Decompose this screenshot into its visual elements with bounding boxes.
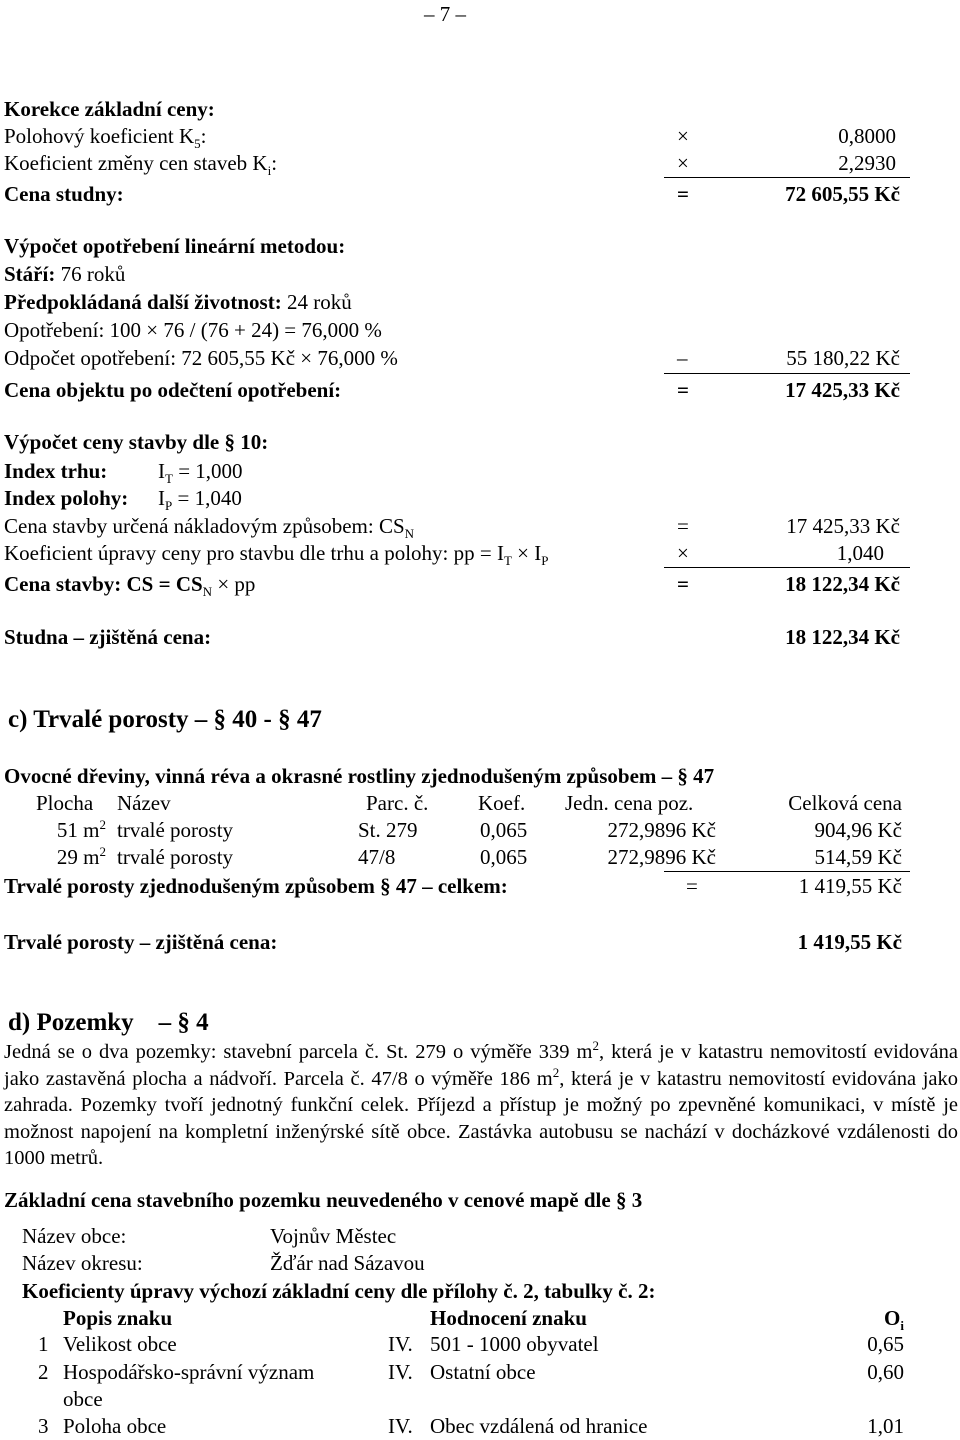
porosty-total-label: Trvalé porosty zjednodušeným způsobem § 47 – celkem: <box>4 874 508 898</box>
zakladni-cena-title: Základní cena stavebního pozemku neuvedeného v cenové mapě dle § 3 <box>4 1188 643 1212</box>
tr3-hodnoceni: Obec vzdálená od hranice <box>430 1414 648 1438</box>
stari: Stáří: 76 roků <box>4 262 126 286</box>
row2-plocha: 29 $m^2$ <box>56 844 106 869</box>
tr2-popis-cont: obce <box>63 1387 103 1411</box>
okres-value: Žďár nad Sázavou <box>270 1251 425 1275</box>
col-nazev: Název <box>117 791 171 815</box>
row2-nazev: trvalé porosty <box>117 845 234 869</box>
cena-po-odecteni-label: Cena objektu po odečtení opotřebení: <box>4 378 342 402</box>
divider <box>664 373 910 374</box>
porosty-total-op: = <box>686 874 698 898</box>
opotrebeni-calc: Opotřebení: 100 × 76 / (76 + 24) = 76,000 % <box>4 318 382 342</box>
studna-value: 18 122,34 Kč <box>785 625 900 649</box>
row1-nazev: trvalé porosty <box>117 818 234 842</box>
tr3-value: 1,01 <box>867 1414 904 1438</box>
divider <box>664 871 910 872</box>
row2-parc: 47/8 <box>358 845 396 869</box>
tr3-num: 3 <box>38 1414 49 1438</box>
okres-label: Název okresu: <box>22 1251 143 1275</box>
k5-value: 0,8000 <box>838 124 896 148</box>
koef-upravy-value: 1,040 <box>836 541 884 565</box>
row1-jedn: 272,9896 Kč <box>607 818 716 842</box>
csn-op: = <box>677 514 689 538</box>
cs-value: 18 122,34 Kč <box>785 572 900 596</box>
porosty-subheading: Ovocné dřeviny, vinná réva a okrasné rostliny zjednodušeným způsobem – § 47 <box>4 764 715 788</box>
index-polohy-value: $I_P = 1,040$ <box>158 486 242 514</box>
col-plocha: Plocha <box>36 791 94 815</box>
tr2-popis: Hospodářsko-správní význam <box>63 1360 315 1384</box>
korekce-title: Korekce základní ceny: <box>4 97 215 121</box>
th-hodnoceni: Hodnocení znaku <box>430 1306 587 1330</box>
row2-jedn: 272,9896 Kč <box>607 845 716 869</box>
index-polohy-label: Index polohy: <box>4 486 129 510</box>
index-trhu-value: $I_T = 1,000$ <box>158 459 243 487</box>
studna-label: Studna – zjištěná cena: <box>4 625 212 649</box>
cena-studny-label: Cena studny: <box>4 182 124 206</box>
k5-op: × <box>677 124 689 148</box>
csn-label: Cena stavby určená nákladovým způsobem: $CS_N$ <box>4 514 415 542</box>
row2-celkova: 514,59 Kč <box>814 845 902 869</box>
col-koef: Koef. <box>478 791 526 815</box>
cena-studny-op: = <box>677 182 689 206</box>
pozemky-heading: d) Pozemky – § 4 <box>8 1009 209 1036</box>
tr1-value: 0,65 <box>867 1332 904 1356</box>
tr1-popis: Velikost obce <box>63 1332 177 1356</box>
row1-parc: St. 279 <box>358 818 418 842</box>
ki-op: × <box>677 151 689 175</box>
row1-celkova: 904,96 Kč <box>814 818 902 842</box>
csn-value: 17 425,33 Kč <box>786 514 900 538</box>
tr1-roman: IV. <box>388 1332 413 1356</box>
row2-koef: 0,065 <box>480 845 528 869</box>
tr2-roman: IV. <box>388 1360 413 1384</box>
odpocet-value: 55 180,22 Kč <box>786 346 900 370</box>
tr2-num: 2 <box>38 1360 49 1384</box>
porosty-zjistena-label: Trvalé porosty – zjištěná cena: <box>4 930 278 954</box>
cs-op: = <box>677 572 689 596</box>
koef-upravy-op: × <box>677 541 689 565</box>
divider <box>664 567 910 568</box>
cena-po-odecteni-op: = <box>677 378 689 402</box>
koeficienty-title: Koeficienty úpravy výchozí základní ceny dle přílohy č. 2, tabulky č. 2: <box>22 1279 656 1303</box>
row1-koef: 0,065 <box>480 818 528 842</box>
index-trhu-label: Index trhu: <box>4 459 108 483</box>
col-parc: Parc. č. <box>366 791 429 815</box>
porosty-heading: c) Trvalé porosty – § 40 - § 47 <box>8 706 322 733</box>
porosty-total-value: 1 419,55 Kč <box>798 874 902 898</box>
page-number: – 7 – <box>424 2 466 26</box>
col-celkova: Celková cena <box>788 791 902 815</box>
cena-po-odecteni-value: 17 425,33 Kč <box>785 378 900 402</box>
row1-plocha: 51 $m^2$ <box>56 817 106 842</box>
th-popis: Popis znaku <box>63 1306 173 1330</box>
pozemky-paragraph: Jedná se o dva pozemky: stavební parcela č. St. 279 o výměře 339 $m^2$, která je v katastru nemovitostí evidována jako zastavěná plocha a nádvoří. Parcela č. 47/8 o výměře 186 $m^2$, která je v katastru nemovitostí evidována jako zahrada. Pozemky tvoří jednotný funkční celek. Příjezd a přístup je možný po zpevněné komunikaci, v místě je možnost napojení na kompletní inženýrské sítě obce. Zastávka autobusu se nachází v docházkové vzdálenosti do 1000 metrů. <box>4 1038 959 1169</box>
obec-value: Vojnův Městec <box>270 1224 397 1248</box>
divider <box>664 177 910 178</box>
cena-studny-value: 72 605,55 Kč <box>785 182 900 206</box>
tr2-hodnoceni: Ostatní obce <box>430 1360 536 1384</box>
zivotnost: Předpokládaná další životnost: 24 roků <box>4 290 352 314</box>
ki-value: 2,2930 <box>838 151 896 175</box>
odpocet-op: – <box>677 346 688 370</box>
cs-label: Cena stavby: CS = $CS_N$ × pp <box>4 572 256 600</box>
koef-upravy-label: Koeficient úpravy ceny pro stavbu dle trhu a polohy: pp = $I_T \times I_P$ <box>4 541 549 569</box>
obec-label: Název obce: <box>22 1224 127 1248</box>
vypocet-ceny-title: Výpočet ceny stavby dle § 10: <box>4 430 269 454</box>
tr2-value: 0,60 <box>867 1360 904 1384</box>
tr3-popis: Poloha obce <box>63 1414 167 1438</box>
th-oi: $O_i$ <box>884 1306 904 1334</box>
opotrebeni-title: Výpočet opotřebení lineární metodou: <box>4 234 346 258</box>
col-jedn: Jedn. cena poz. <box>565 791 694 815</box>
tr1-num: 1 <box>38 1332 49 1356</box>
tr1-hodnoceni: 501 - 1000 obyvatel <box>430 1332 599 1356</box>
ki-label: Koeficient změny cen staveb $K_i$: <box>4 151 278 179</box>
tr3-roman: IV. <box>388 1414 413 1438</box>
odpocet-label: Odpočet opotřebení: 72 605,55 Kč × 76,000 % <box>4 346 398 370</box>
k5-label: Polohový koeficient $K_5$: <box>4 124 207 152</box>
porosty-zjistena-value: 1 419,55 Kč <box>797 930 902 954</box>
